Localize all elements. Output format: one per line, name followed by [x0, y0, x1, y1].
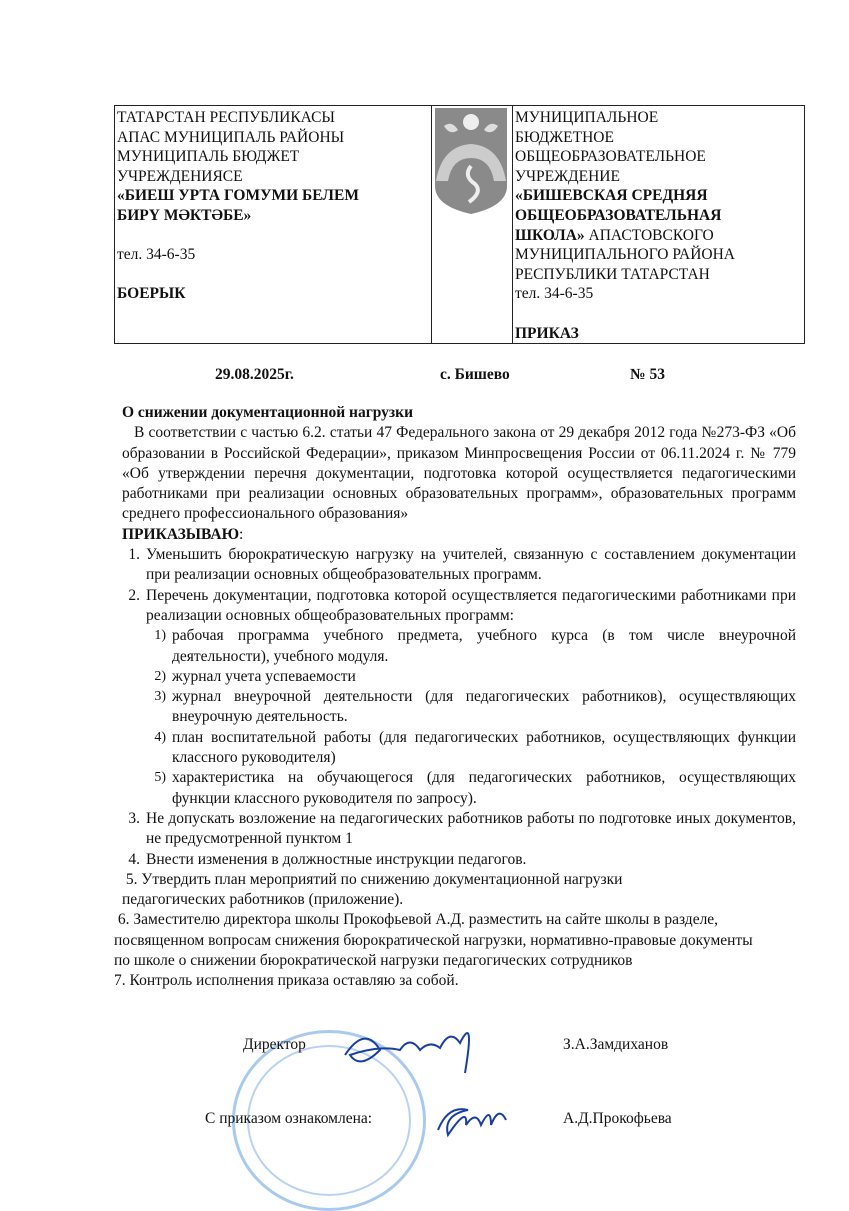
list-item: 1. Уменьшить бюрократическую нагрузку на учителей, связанную с составлением документации при реализации основных общеобразовательных программ.: [128, 546, 796, 584]
coat-of-arms: [432, 106, 513, 343]
doc-type: ПРИКАЗ: [515, 324, 579, 342]
coat-of-arms-icon: [432, 106, 510, 216]
list-item: 2. Перечень документации, подготовка которой осуществляется педагогическими работниками при реализации основных общеобразовательных программ:: [128, 586, 796, 624]
sub-item: 2) журнал учета успеваемости: [154, 667, 356, 685]
phone: тел. 34-6-35: [515, 285, 594, 303]
order-body: О снижении документационной нагрузки В соответствии с частью 6.2. статьи 47 Федерального закона от 29 декабря 2012 года №273-ФЗ «Об образовании в Российской Федерации», приказом Минпросвещения России от 06.11.2024 г. № 779 «Об утверждении перечня документации, подготовка которой осуществляется педагогическими работниками при реализации основных образовательных программ», образовательных программ среднего профессионального образования» ПРИКАЗЫВАЮ: 1. Уменьшить бюрократическую нагрузку на учителей, связанную с составлением документации при реализации основных общеобразовательных программ. 2. Перечень документации, подготовка которой осуществляется педагогическими работниками при реализации основных общеобразовательных программ: 1) рабочая программа учебного предмета, учебного курса (в том числе внеурочной деятельности), учебного модуля. 2) журнал учета успеваемости 3) журнал внеурочной деятельности (для педагогических работников), осуществляющих внеурочную деятельность. 4) план воспитательной работы (для педагогических работников, осуществляющих функции классного руководителя) 5) характеристика на обучающегося (для педагогических работников, осуществляющих функции классного руководителя по запросу). 3. Не допускать возложение на педагогических работников работы по подготовке иных документов, не предусмотренной пунктом 1 4. Внести изменения в должностные инструкции педагогов. 5. Утвердить план мероприятий по снижению документационной нагрузки педагогических работников (приложение). 6. Заместителю директора школы Прокофьевой А.Д. разместить на сайте школы в разделе, посвященном вопросам снижения бюрократической нагрузки, нормативно-правовые документы по школе о снижении бюрократической нагрузки педагогических сотрудников 7. Контроль исполнения приказа оставляю за собой.: [122, 403, 796, 992]
school-name: «БИШЕВСКАЯ СРЕДНЯЯ: [515, 187, 708, 205]
hdr-line: МУНИЦИПАЛЬНОГО РАЙОНА: [515, 246, 735, 264]
list-item: 4. Внести изменения в должностные инструкции педагогов.: [128, 850, 527, 868]
director-label: Директор: [243, 1036, 306, 1053]
director-signature: [335, 1015, 485, 1085]
hdr-line: МУНИЦИПАЛЬ БЮДЖЕТ: [117, 148, 300, 166]
school-name: ШКОЛА»: [515, 226, 585, 244]
letterhead-tatar: [115, 106, 432, 343]
item-7: 7. Контроль исполнения приказа оставляю за собой.: [114, 972, 459, 990]
hdr-line: БЮДЖЕТНОЕ: [515, 128, 614, 146]
item-5: 5. Утвердить план мероприятий по снижению документационной нагрузки педагогических работников (приложение).: [122, 870, 627, 909]
phone: тел. 34-6-35: [117, 246, 196, 264]
director-name: З.А.Замдиханов: [563, 1036, 669, 1053]
sub-item: 1) рабочая программа учебного предмета, учебного курса (в том числе внеурочной деятельности), учебного модуля.: [154, 627, 796, 665]
ack-signature: [430, 1090, 520, 1150]
hdr-line: РЕСПУБЛИКИ ТАТАРСТАН: [515, 265, 710, 283]
hdr-line: МУНИЦИПАЛЬНОЕ: [515, 109, 659, 126]
preamble: В соответствии с частью 6.2. статьи 47 Федерального закона от 29 декабря 2012 года №273-ФЗ «Об образовании в Российской Федерации», приказом Минпросвещения России от 06.11.2024 г. № 779 «Об утверждении перечня документации, подготовка которой осуществляется педагогическими работниками при реализации основных образовательных программ», образовательных программ среднего профессионального образования»: [122, 424, 796, 523]
school-name-tatar: БИРҮ МӘКТӘБЕ»: [117, 206, 252, 224]
school-name-tatar: «БИЕШ УРТА ГОМУМИ БЕЛЕМ: [117, 187, 359, 205]
letterhead-russian: [513, 106, 804, 343]
hdr-line: АПАСТОВСКОГО: [584, 226, 714, 244]
list-item: 3. Не допускать возложение на педагогических работников работы по подготовке иных документов, не предусмотренной пунктом 1: [128, 809, 796, 848]
letterhead: [114, 105, 805, 344]
city: БОЕРЫК: [117, 285, 186, 303]
item-6: 6. Заместителю директора школы Прокофьевой А.Д. разместить на сайте школы в разделе, посвященном вопросам снижения бюрократической нагрузки, нормативно-правовые документы по школе о снижении бюрократической нагрузки педагогических сотрудников: [114, 911, 757, 970]
order-date: 29.08.2025г.: [215, 366, 294, 383]
order-title: О снижении документационной нагрузки: [122, 404, 414, 421]
ack-name: А.Д.Прокофьева: [563, 1110, 672, 1127]
sub-item: 3) журнал внеурочной деятельности (для педагогических работников), осуществляющих внеурочную деятельность.: [154, 688, 796, 726]
sub-item: 5) характеристика на обучающегося (для педагогических работников, осуществляющих функции классного руководителя по запросу).: [154, 769, 796, 807]
order-items: [122, 545, 796, 870]
order-word: ПРИКАЗЫВАЮ: [122, 525, 240, 543]
hdr-line: ОБЩЕОБРАЗОВАТЕЛЬНОЕ: [515, 148, 706, 166]
hdr-line: УЧРЕЖДЕНИЯСЕ: [117, 167, 243, 185]
sub-item: 4) план воспитательной работы (для педагогических работников, осуществляющих функции классного руководителя): [154, 728, 796, 767]
order-number: № 53: [630, 366, 665, 383]
ack-label: С приказом ознакомлена:: [205, 1110, 373, 1127]
hdr-line: УЧРЕЖДЕНИЕ: [515, 167, 620, 185]
hdr-line: ТАТАРСТАН РЕСПУБЛИКАСЫ: [117, 109, 335, 126]
school-name: ОБЩЕОБРАЗОВАТЕЛЬНАЯ: [515, 206, 722, 224]
hdr-line: АПАС МУНИЦИПАЛЬ РАЙОНЫ: [117, 128, 345, 146]
order-place: с. Бишево: [440, 366, 510, 383]
